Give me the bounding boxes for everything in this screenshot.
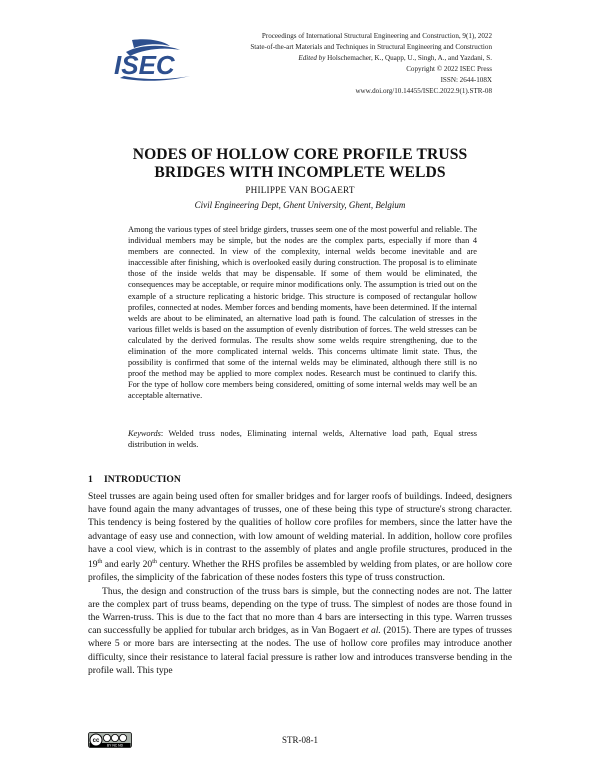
author-affiliation: Civil Engineering Dept, Ghent University, Ghent, Belgium (194, 200, 406, 210)
paragraph-2-part-2: (2015). There are types of trusses where 5 or more bars are intersecting at the nodes. The use of hollow core profiles may introduce another difficulty, since their resistance to lateral facial pressure is rather low and introduces transverse bending in the profile wall. This type (88, 625, 512, 676)
proceedings-header (192, 31, 492, 97)
paper-title (0, 146, 600, 182)
license-text: BY NC ND (106, 743, 124, 748)
header-line-editors (192, 53, 492, 64)
isec-logo-graphic (110, 38, 194, 84)
paragraph-2 (88, 585, 512, 677)
paragraph-1-part-3: century. Whether the RHS profiles be assembled by welding from plates, or are hollow core profiles, the simplicity of the fabrication of these nodes fosters this type of truss construction. (88, 559, 512, 584)
isec-logo (110, 38, 194, 84)
editors-names: Holschemacher, K., Quapp, U., Singh, A., and Yazdani, S. (327, 54, 492, 63)
section-title: INTRODUCTION (104, 474, 181, 485)
paragraph-1-part-1: Steel trusses are again being used often for smaller bridges and for larger roofs of buildings. Indeed, designers have found again the many advantages of trusses, one of these being this type of structure's strong character. This tendency is being fostered by the qualities of hollow core profiles for members, since the latter have the advantage of easy use and connection, with low amount of welding material. In addition, hollow core profiles have a cool view, which is in contrast to the assembly of plates and angle profile structures, produced in the 19 (88, 491, 512, 571)
superscript-th: th (152, 559, 157, 566)
keywords: Keywords: Welded truss nodes, Eliminating internal welds, Alternative load path, Equal stress distribution in welds. (128, 429, 477, 450)
header-line-journal: Proceedings of International Structural Engineering and Construction, 9(1), 2022 (261, 32, 492, 40)
body-text (88, 490, 512, 677)
header-line-volume-title: State-of-the-art Materials and Techniques in Structural Engineering and Construction (250, 43, 492, 52)
header-line-copyright: Copyright © 2022 ISEC Press (406, 65, 492, 74)
section-heading (88, 474, 181, 485)
et-al-italic: et al. (361, 625, 381, 637)
page-number: STR-08-1 (282, 735, 318, 745)
keywords-text: Welded truss nodes, Eliminating internal welds, Alternative load path, Equal stress distribution in welds. (128, 429, 477, 450)
svg-text:cc: cc (92, 738, 100, 745)
abstract: Among the various types of steel bridge girders, trusses seem one of the most powerful and reliable. The individual members may be simple, but the nodes are the complex parts, especially if more than 4 members are connected. In view of the complexity, internal welds become inevitable and are inaccessible after finishing, which is overlooked easily during construction. The proposal is to eliminate those of the inside welds that may be dispensable. If some of them would be eliminated, the consequences may be acceptable, or require minor modifications only. The assumption is tried out on the example of a structure replicating a historic bridge. This structure is composed of rectangular hollow profiles, connected at nodes. Member forces and bending moments, have been determined. If the internal welds are about to be eliminated, an alternative load path is found. The calculation of stresses in the various fillet welds is based on the assumption of evenly distribution of forces. The weld stresses can be calculated by the derived formulas. The results show some welds require strengthening, due to the elimination of the more complicated internal welds. This concerns ultimate limit state. Thus, the possibility is confirmed that some of the internal welds may be eliminated, although there still is no proof the method may be applied to more complex nodes. Research must be continued to clarify this. For the type of hollow core members being considered, omitting of some internal welds may well be an acceptable alternative. (128, 225, 477, 401)
section-number: 1 (88, 474, 93, 485)
edited-by-label: Edited by (298, 54, 326, 63)
header-line-issn: ISSN: 2644-108X (440, 76, 492, 85)
header-line-doi[interactable]: www.doi.org/10.14455/ISEC.2022.9(1).STR-08 (355, 87, 492, 96)
paragraph-1-part-2: and early 20 (102, 559, 153, 571)
logo-lettering: ISEC (114, 50, 175, 80)
paragraph-1 (88, 490, 512, 585)
author-name: PHILIPPE VAN BOGAERT (245, 185, 355, 195)
keywords-label: Keywords (128, 429, 161, 438)
paragraph-2-part-1: Thus, the design and construction of the truss bars is simple, but the connecting nodes are not. The latter are the complex part of truss beams, depending on the type of truss. The simplest of nodes are those found in the Warren-truss. This is due to the fact that no more than 4 bars are intersecting in this type. Warren trusses can successfully be applied for tubular arch bridges, as in Van Bogaert (88, 585, 512, 637)
title-line-2: BRIDGES WITH INCOMPLETE WELDS (154, 164, 446, 181)
title-line-1: NODES OF HOLLOW CORE PROFILE TRUSS (132, 146, 468, 163)
superscript-th: th (97, 559, 103, 566)
